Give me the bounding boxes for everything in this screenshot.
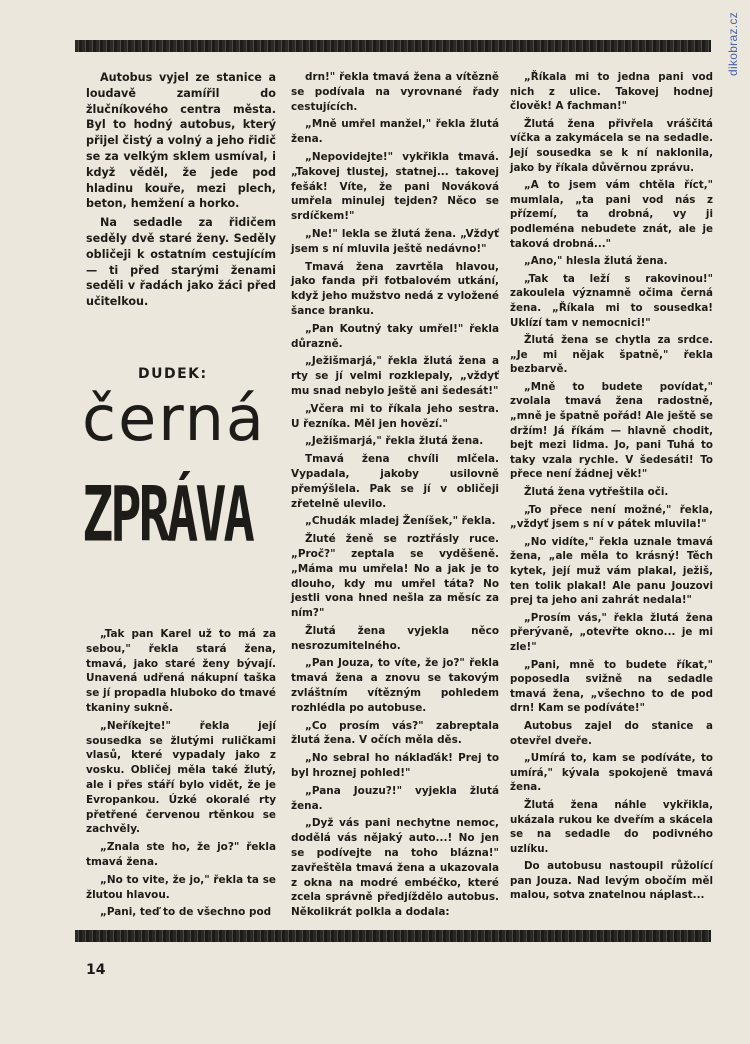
paragraph: Tmavá žena zavrtěla hlavou, jako fanda při fotbalovém utkání, když jeho mužstvo nedá z vyložené šance branku. (291, 260, 499, 317)
paragraph: „Pani, mně to budete říkat," poposedla svižně na sedadle tmavá žena, „všechno to de pod drn! Kam se podíváte!" (510, 658, 713, 715)
paragraph: Autobus vyjel ze stanice a loudavě zamířil do žlučníkového centra města. Byl to hodný autobus, který přijel čistý a volný a jeho řidič se za velkým sklem usmíval, i když věděl, že jede pod hladinu kouře, mezi plech, beton, hemžení a horko. (86, 71, 276, 211)
paragraph: Žlutá žena se chytla za srdce. „Je mi nějak špatně," řekla bezbarvě. (510, 334, 713, 376)
paragraph: „No sebral ho náklaďák! Prej to byl hroznej pohled!" (291, 752, 499, 780)
paragraph: Autobus zajel do stanice a otevřel dveře. (510, 719, 713, 747)
paragraph: „Nepovidejte!" vykřikla tmavá. „Takovej tlustej, statnej... takovej fešák! Víte, že pani Nováková umřela minulej tejden? Něco se srdíčkem!" (291, 150, 499, 223)
paragraph: „Říkala mi to jedna pani vod nich z ulice. Takovej hodnej člověk! A fachman!" (510, 71, 713, 113)
paragraph: „No vidíte," řekla uznale tmavá žena, „ale měla to krásný! Těch kytek, její muž vám plakal, ježiš, ten tolik plakal! Ale panu Jouzovi prej ta jeho ani zahrát nedala!" (510, 535, 713, 607)
paragraph: „Tak ta leží s rakovinou!" zakoulela významně očima černá žena. „Říkala mi to sousedka! Uklízí tam v nemocnici!" (510, 272, 713, 329)
paragraph: „Ježišmarjá," řekla žlutá žena a rty se jí velmi rozklepaly, „vždyť mu snad nebylo ještě ani šedesát!" (291, 355, 499, 397)
site-watermark: dikobraz.cz (726, 12, 740, 76)
paragraph: „To přece není možné," řekla, „vždyť jsem s ní v pátek mluvila!" (510, 503, 713, 531)
paragraph: „Včera mi to říkala jeho sestra. U řezníka. Měl jen hovězí." (291, 402, 499, 430)
paragraph: Žlutá žena vytřeštila oči. (524, 486, 669, 499)
paragraph: „A to jsem vám chtěla říct," mumlala, „ta pani vod nás z přízemí, ta drobná, vy ji podleména nebudete znát, ale je taková drobná..." (510, 179, 713, 250)
paragraph: „Ano," hlesla žlutá žena. (524, 255, 668, 268)
paragraph: „Pani, teď to de všechno pod (100, 906, 272, 919)
paragraph: „Tak pan Karel už to má za sebou," řekla stará žena, tmavá, jako staré ženy bývají. Unavená udřená nákupní taška se jí propadla hluboko do tmavé tkaniny sukně. (86, 628, 276, 714)
paragraph: „Ne!" lekla se žlutá žena. „Vždyť jsem s ní mluvila ještě nedávno!" (291, 227, 499, 255)
column-2 (291, 70, 499, 923)
paragraph: Tmavá žena chvíli mlčela. Vypadala, jakoby usilovně přemýšlela. Pak se jí v obličeji zřetelně ulevilo. (291, 453, 499, 510)
top-decorative-rule (75, 40, 711, 52)
paragraph: „Dyž vás pani nechytne nemoc, dodělá vás nějaký auto...! No jen se podívejte na toho blázna!" zavřeštěla tmavá žena a ukazovala z okna na modré embéčko, které zcela správně předjíždělo autobus. Několikrát polkla a dodala: (291, 817, 499, 919)
paragraph: „Co prosím vás?" zabreptala žlutá žena. V očích měla děs. (291, 719, 499, 747)
paragraph: „Mně to budete povídat," zvolala tmavá žena radostně, „mně je špatně pořád! Ale ještě se držím! Já říkám — hlavně chodit, bejt mezi lidma. Jo, pani Tuhá to taky vzala rychle. V šedesáti! To přece není žádnej věk!" (510, 380, 713, 481)
paragraph: „Pan Jouza, to víte, že jo?" řekla tmavá žena a znovu se takovým zvláštním vítězným pohledem rozhlédla po autobuse. (291, 657, 499, 714)
bottom-decorative-rule (75, 930, 711, 942)
paragraph: Žlutá žena náhle vykřikla, ukázala rukou ke dveřím a skácela se na sedadle do podivného uzlíku. (510, 798, 713, 855)
paragraph: „Prosím vás," řekla žlutá žena přerývaně, „otevřte okno... je mi zle!" (510, 611, 713, 653)
column-1-lower-text (86, 627, 276, 923)
paragraph: „Umírá to, kam se podíváte, to umírá," kývala spokojeně tmavá žena. (510, 752, 713, 794)
paragraph: „Pana Jouzu?!" vyjekla žlutá žena. (291, 784, 499, 812)
paragraph: Na sedadle za řidičem seděly dvě staré ženy. Seděly obličeji k ostatním cestujícím — ti před starými ženami seděli v řadách jako žáci před učitelkou. (86, 216, 276, 309)
paragraph: „Ježišmarjá," řekla žlutá žena. (305, 435, 484, 448)
paragraph: „Chudák mladej Ženíšek," řekla. (305, 515, 496, 528)
paragraph: Žlutá žena přivřela vráščitá víčka a zakymácela se na sedadle. Její sousedka se k ní naklonila, jako by říkala důvěrnou zprávu. (510, 117, 713, 174)
paragraph: Do autobusu nastoupil růžolící pan Jouza. Nad levým obočím měl malou, sotva znatelnou náplast... (510, 860, 713, 902)
title-line-1: černá (82, 382, 266, 455)
column-3 (510, 70, 713, 906)
paragraph: „Pan Koutný taky umřel!" řekla důrazně. (291, 322, 499, 350)
title-line-2: ZPRÁVA (82, 472, 252, 560)
author-name: DUDEK: (138, 366, 208, 382)
paragraph: „No to vite, že jo," řekla ta se žlutou hlavou. (86, 873, 276, 901)
paragraph: „Znala ste ho, že jo?" řekla tmavá žena. (86, 841, 276, 868)
page-number: 14 (86, 962, 106, 978)
paragraph: „Mně umřel manžel," řekla žlutá žena. (291, 118, 499, 146)
paragraph: „Neříkejte!" řekla její sousedka se žlutými ruličkami vlasů, které vypadaly jako z vosku. Obličej měla také žlutý, ale i přes stáří bylo vidět, že je Evropankou. Úzké okoralé rty přetřené červenou rtěnkou se zachvěly. (86, 719, 276, 836)
paragraph: Žlutá žena vyjekla něco nesrozumitelného. (291, 624, 499, 652)
paragraph: drn!" řekla tmavá žena a vítězně se podívala na vyrovnané řady cestujících. (291, 71, 499, 113)
paragraph: Žluté ženě se roztřásly ruce. „Proč?" zeptala se vyděšeně. „Máma mu umřela! No a jak je to dlouho, kdy mu umřel táta? No jestli vona hned nešla za měsíc za ním?" (291, 533, 499, 620)
